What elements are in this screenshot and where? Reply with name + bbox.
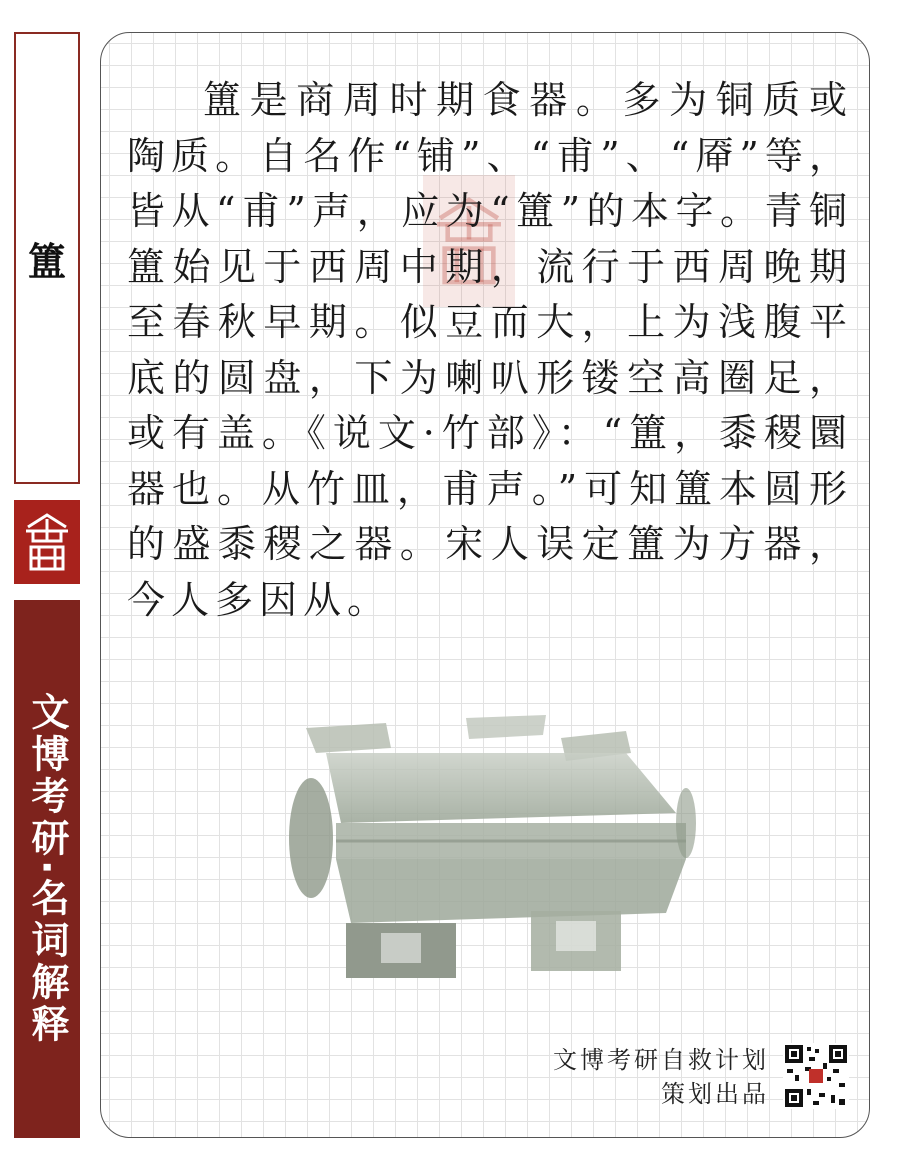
credit-block — [553, 1043, 769, 1111]
credit-line1: 文博考研自救计划 — [553, 1046, 769, 1074]
seal-logo-icon — [14, 500, 80, 584]
bronze-fu-vessel-image — [281, 673, 701, 1003]
qr-code-icon[interactable] — [783, 1043, 849, 1109]
definition-text: 簠是商周时期食器。多为铜质或陶质。自名作“铺”、“甫”、“厣”等，皆从“甫”声，应为“簠”的本字。青铜簠始见于西周中期，流行于西周晚期至春秋早期。似豆而大，上为浅腹平底的圆盘，下为喇叭形镂空高圈足，或有盖。《说文·竹部》：“簠，黍稷圜器也。从竹皿，甫声。”可知簠本圆形的盛黍稷之器。宋人误定簠为方器，今人多因从。 — [127, 78, 853, 622]
banner-dot: · — [25, 859, 69, 879]
banner-line2: 名词解释 — [25, 878, 69, 1047]
banner-line1: 文博考研 — [25, 691, 69, 860]
series-banner — [14, 600, 80, 1138]
term-title-box — [14, 32, 80, 484]
content-card — [100, 32, 870, 1138]
term-title: 簠 — [27, 239, 66, 284]
credit-line2: 策划出品 — [661, 1080, 769, 1108]
